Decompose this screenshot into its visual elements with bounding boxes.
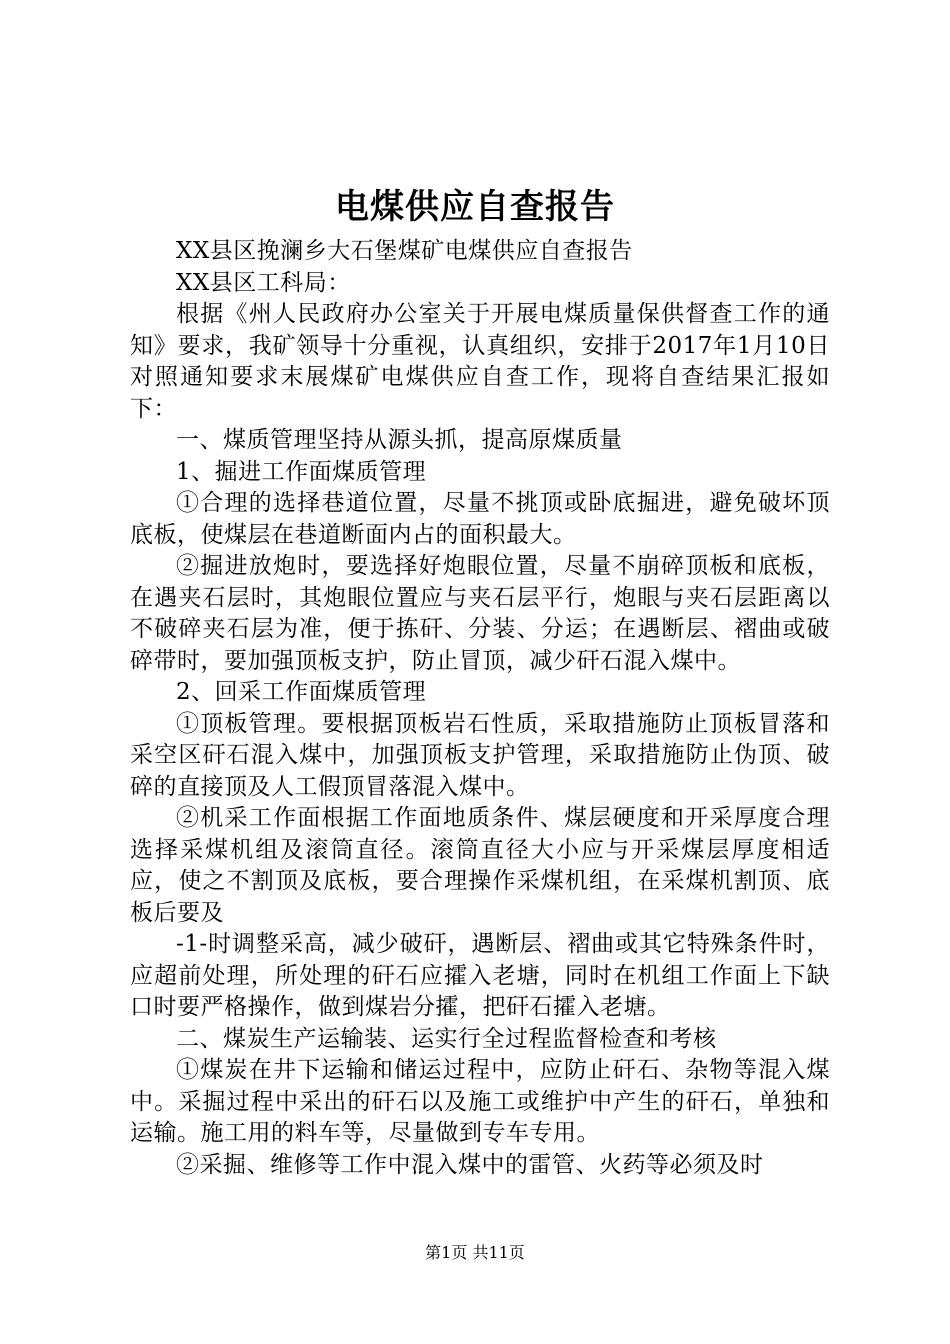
document-body xyxy=(130,236,830,1181)
paragraph-item: ②机采工作面根据工作面地质条件、煤层硬度和开采厚度合理选择采煤机组及滚筒直径。滚筒直径大小应与开采煤层厚度相适应，使之不割顶及底板，要合理操作采煤机组，在采煤机割顶、底板后要及 xyxy=(130,805,830,926)
paragraph-item: ①顶板管理。要根据顶板岩石性质，采取措施防止顶板冒落和采空区矸石混入煤中，加强顶板支护管理，采取措施防止伪顶、破碎的直接顶及人工假顶冒落混入煤中。 xyxy=(130,710,830,800)
subsection-heading-1-1: 1、掘进工作面煤质管理 xyxy=(176,458,427,485)
paragraph-continuation: -1-时调整采高，减少破矸，遇断层、褶曲或其它特殊条件时，应超前处理，所处理的矸石应攉入老塘，同时在机组工作面上下缺口时要严格操作，做到煤岩分攉，把矸石攉入老塘。 xyxy=(130,931,830,1020)
document-title: 电煤供应自查报告 xyxy=(335,187,615,227)
page-number-footer: 第1页 共11页 xyxy=(425,1243,525,1262)
paragraph-item: ①煤炭在井下运输和储运过程中，应防止矸石、杂物等混入煤中。采掘过程中采出的矸石以及施工或维护中产生的矸石，单独和运输。施工用的料车等，尽量做到专车专用。 xyxy=(130,1057,830,1146)
section-heading-1: 一、煤质管理坚持从源头抓，提高原煤质量 xyxy=(176,427,623,453)
subsection-heading-1-2: 2、回采工作面煤质管理 xyxy=(176,679,427,705)
paragraph-addressee: XX县区工科局： xyxy=(176,269,351,296)
paragraph-item: ②采掘、维修等工作中混入煤中的雷管、火药等必须及时 xyxy=(176,1151,764,1178)
section-heading-2: 二、煤炭生产运输装、运实行全过程监督检查和考核 xyxy=(176,1025,717,1052)
paragraph-intro: 根据《州人民政府办公室关于开展电煤质量保供督查工作的通知》要求，我矿领导十分重视，认真组织，安排于2017年1月10日对照通知要求末展煤矿电煤供应自查工作，现将自查结果汇报如下： xyxy=(130,301,830,422)
paragraph-subject: XX县区挽澜乡大石堡煤矿电煤供应自查报告 xyxy=(176,238,633,264)
paragraph-item: ①合理的选择巷道位置，尽量不挑顶或卧底掘进，避免破坏顶底板，使煤层在巷道断面内占的面积最大。 xyxy=(130,490,830,548)
paragraph-item: ②掘进放炮时，要选择好炮眼位置，尽量不崩碎顶板和底板，在遇夹石层时，其炮眼位置应与夹石层平行，炮眼与夹石层距离以不破碎夹石层为准，便于拣矸、分装、分运；在遇断层、褶曲或破碎带时，要加强顶板支护，防止冒顶，减少矸石混入煤中。 xyxy=(130,553,830,674)
